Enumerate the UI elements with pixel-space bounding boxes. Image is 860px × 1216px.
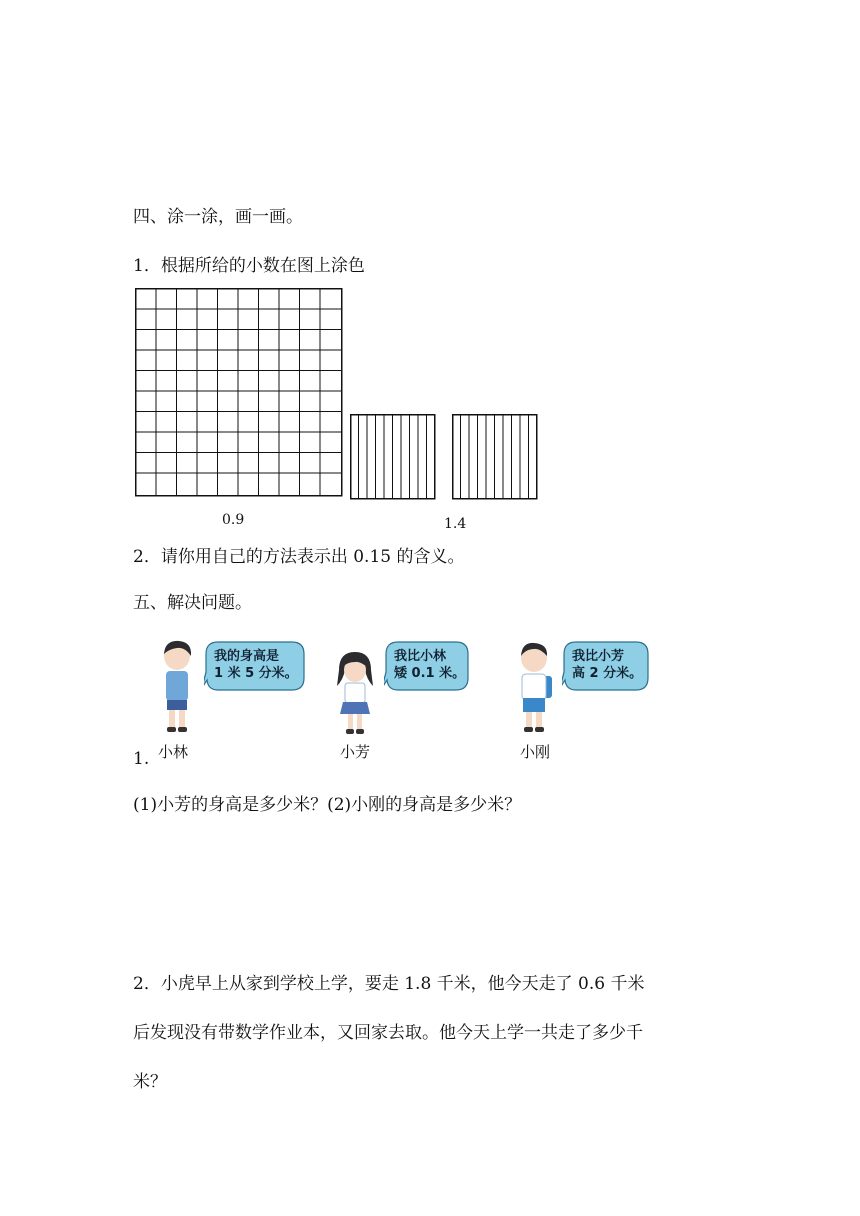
xiaolin-figure <box>155 638 199 742</box>
xiaogang-speech-text: 我比小芳 高 2 分米。 <box>572 649 643 681</box>
tenths-strip-2[interactable] <box>452 414 538 500</box>
xiaofang-name: 小芳 <box>340 743 371 761</box>
xiaogang-figure <box>514 640 558 742</box>
grid-label-0-9: 0.9 <box>222 512 245 528</box>
xiaogang-name: 小刚 <box>520 743 551 761</box>
question-2-prompt: 2．请你用自己的方法表示出 0.15 的含义。 <box>133 547 465 567</box>
xiaolin-speech-text: 我的身高是 1 米 5 分米。 <box>214 649 298 681</box>
section-heading-5: 五、解决问题。 <box>133 593 252 613</box>
hundred-grid[interactable] <box>135 288 343 497</box>
question-1-prompt: 1．根据所给的小数在图上涂色 <box>133 256 365 276</box>
xiaofang-speech-text: 我比小林 矮 0.1 米。 <box>394 649 466 681</box>
xiaofang-figure <box>333 650 377 744</box>
problem-1-number: 1. <box>133 749 150 769</box>
problem-2-line-1: 2．小虎早上从家到学校上学，要走 1.8 千米，他今天走了 0.6 千米 <box>133 974 645 994</box>
problem-2-line-3: 米？ <box>133 1072 167 1092</box>
xiaolin-speech-bubble <box>204 640 306 696</box>
xiaolin-name: 小林 <box>158 743 189 761</box>
strip-label-1-4: 1.4 <box>444 516 467 532</box>
xiaofang-speech-bubble <box>384 640 470 696</box>
problem-2-line-2: 后发现没有带数学作业本，又回家去取。他今天上学一共走了多少千 <box>133 1023 643 1043</box>
section-heading-4: 四、涂一涂，画一画。 <box>133 207 303 227</box>
xiaogang-speech-bubble <box>562 640 650 696</box>
problem-1-subquestions: (1)小芳的身高是多少米？(2)小刚的身高是多少米？ <box>133 795 522 815</box>
tenths-strip-1[interactable] <box>350 414 436 500</box>
